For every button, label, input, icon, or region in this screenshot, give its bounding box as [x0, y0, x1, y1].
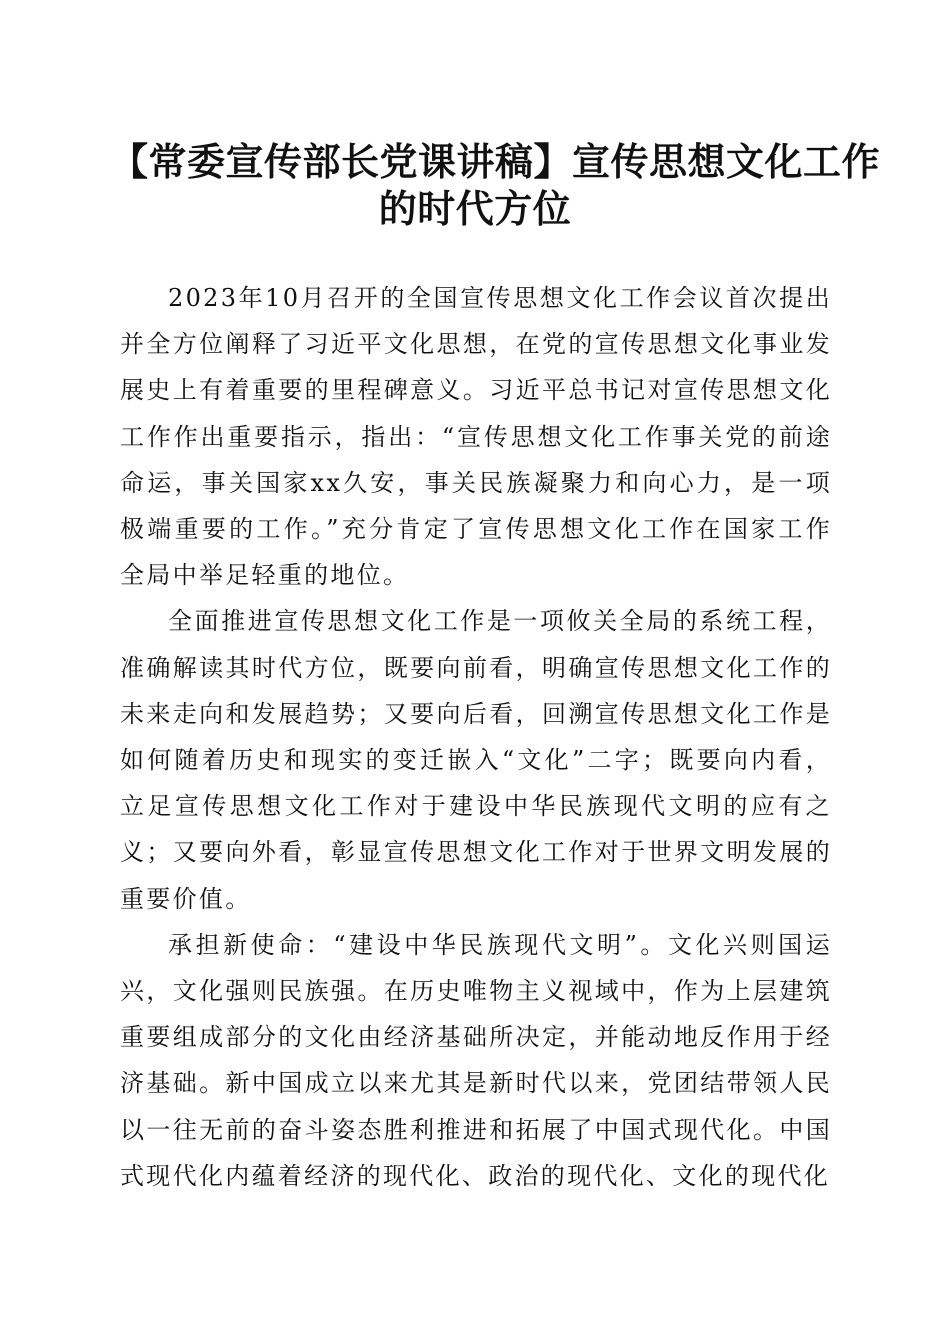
document-body: [120, 275, 832, 1199]
title-line-2: 的时代方位: [378, 186, 572, 231]
paragraph-3: 承担新使命：“建设中华民族现代文明”。文化兴则国运兴，文化强则民族强。在历史唯物主义视域中，作为上层建筑重要组成部分的文化由经济基础所决定，并能动地反作用于经济基础。新中国成立以来尤其是新时代以来，党团结带领人民以一往无前的奋斗姿态胜利推进和拓展了中国式现代化。中国式现代化内蕴着经济的现代化、政治的现代化、文化的现代化: [120, 930, 832, 1190]
document-title: [110, 138, 881, 232]
paragraph-1: 2023年10月召开的全国宣传思想文化工作会议首次提出并全方位阐释了习近平文化思想，在党的宣传思想文化事业发展史上有着重要的里程碑意义。习近平总书记对宣传思想文化工作作出重要指示，指出：“宣传思想文化工作事关党的前途命运，事关国家xx久安，事关民族凝聚力和向心力，是一项极端重要的工作。”充分肯定了宣传思想文化工作在国家工作全局中举足轻重的地位。: [120, 284, 832, 590]
paragraph-2: 全面推进宣传思想文化工作是一项攸关全局的系统工程，准确解读其时代方位，既要向前看，明确宣传思想文化工作的未来走向和发展趋势；又要向后看，回溯宣传思想文化工作是如何随着历史和现实的变迁嵌入“文化”二字；既要向内看，立足宣传思想文化工作对于建设中华民族现代文明的应有之义；又要向外看，彰显宣传思想文化工作对于世界文明发展的重要价值。: [120, 607, 832, 913]
title-line-1: 【常委宣传部长党课讲稿】宣传思想文化工作: [110, 139, 881, 184]
